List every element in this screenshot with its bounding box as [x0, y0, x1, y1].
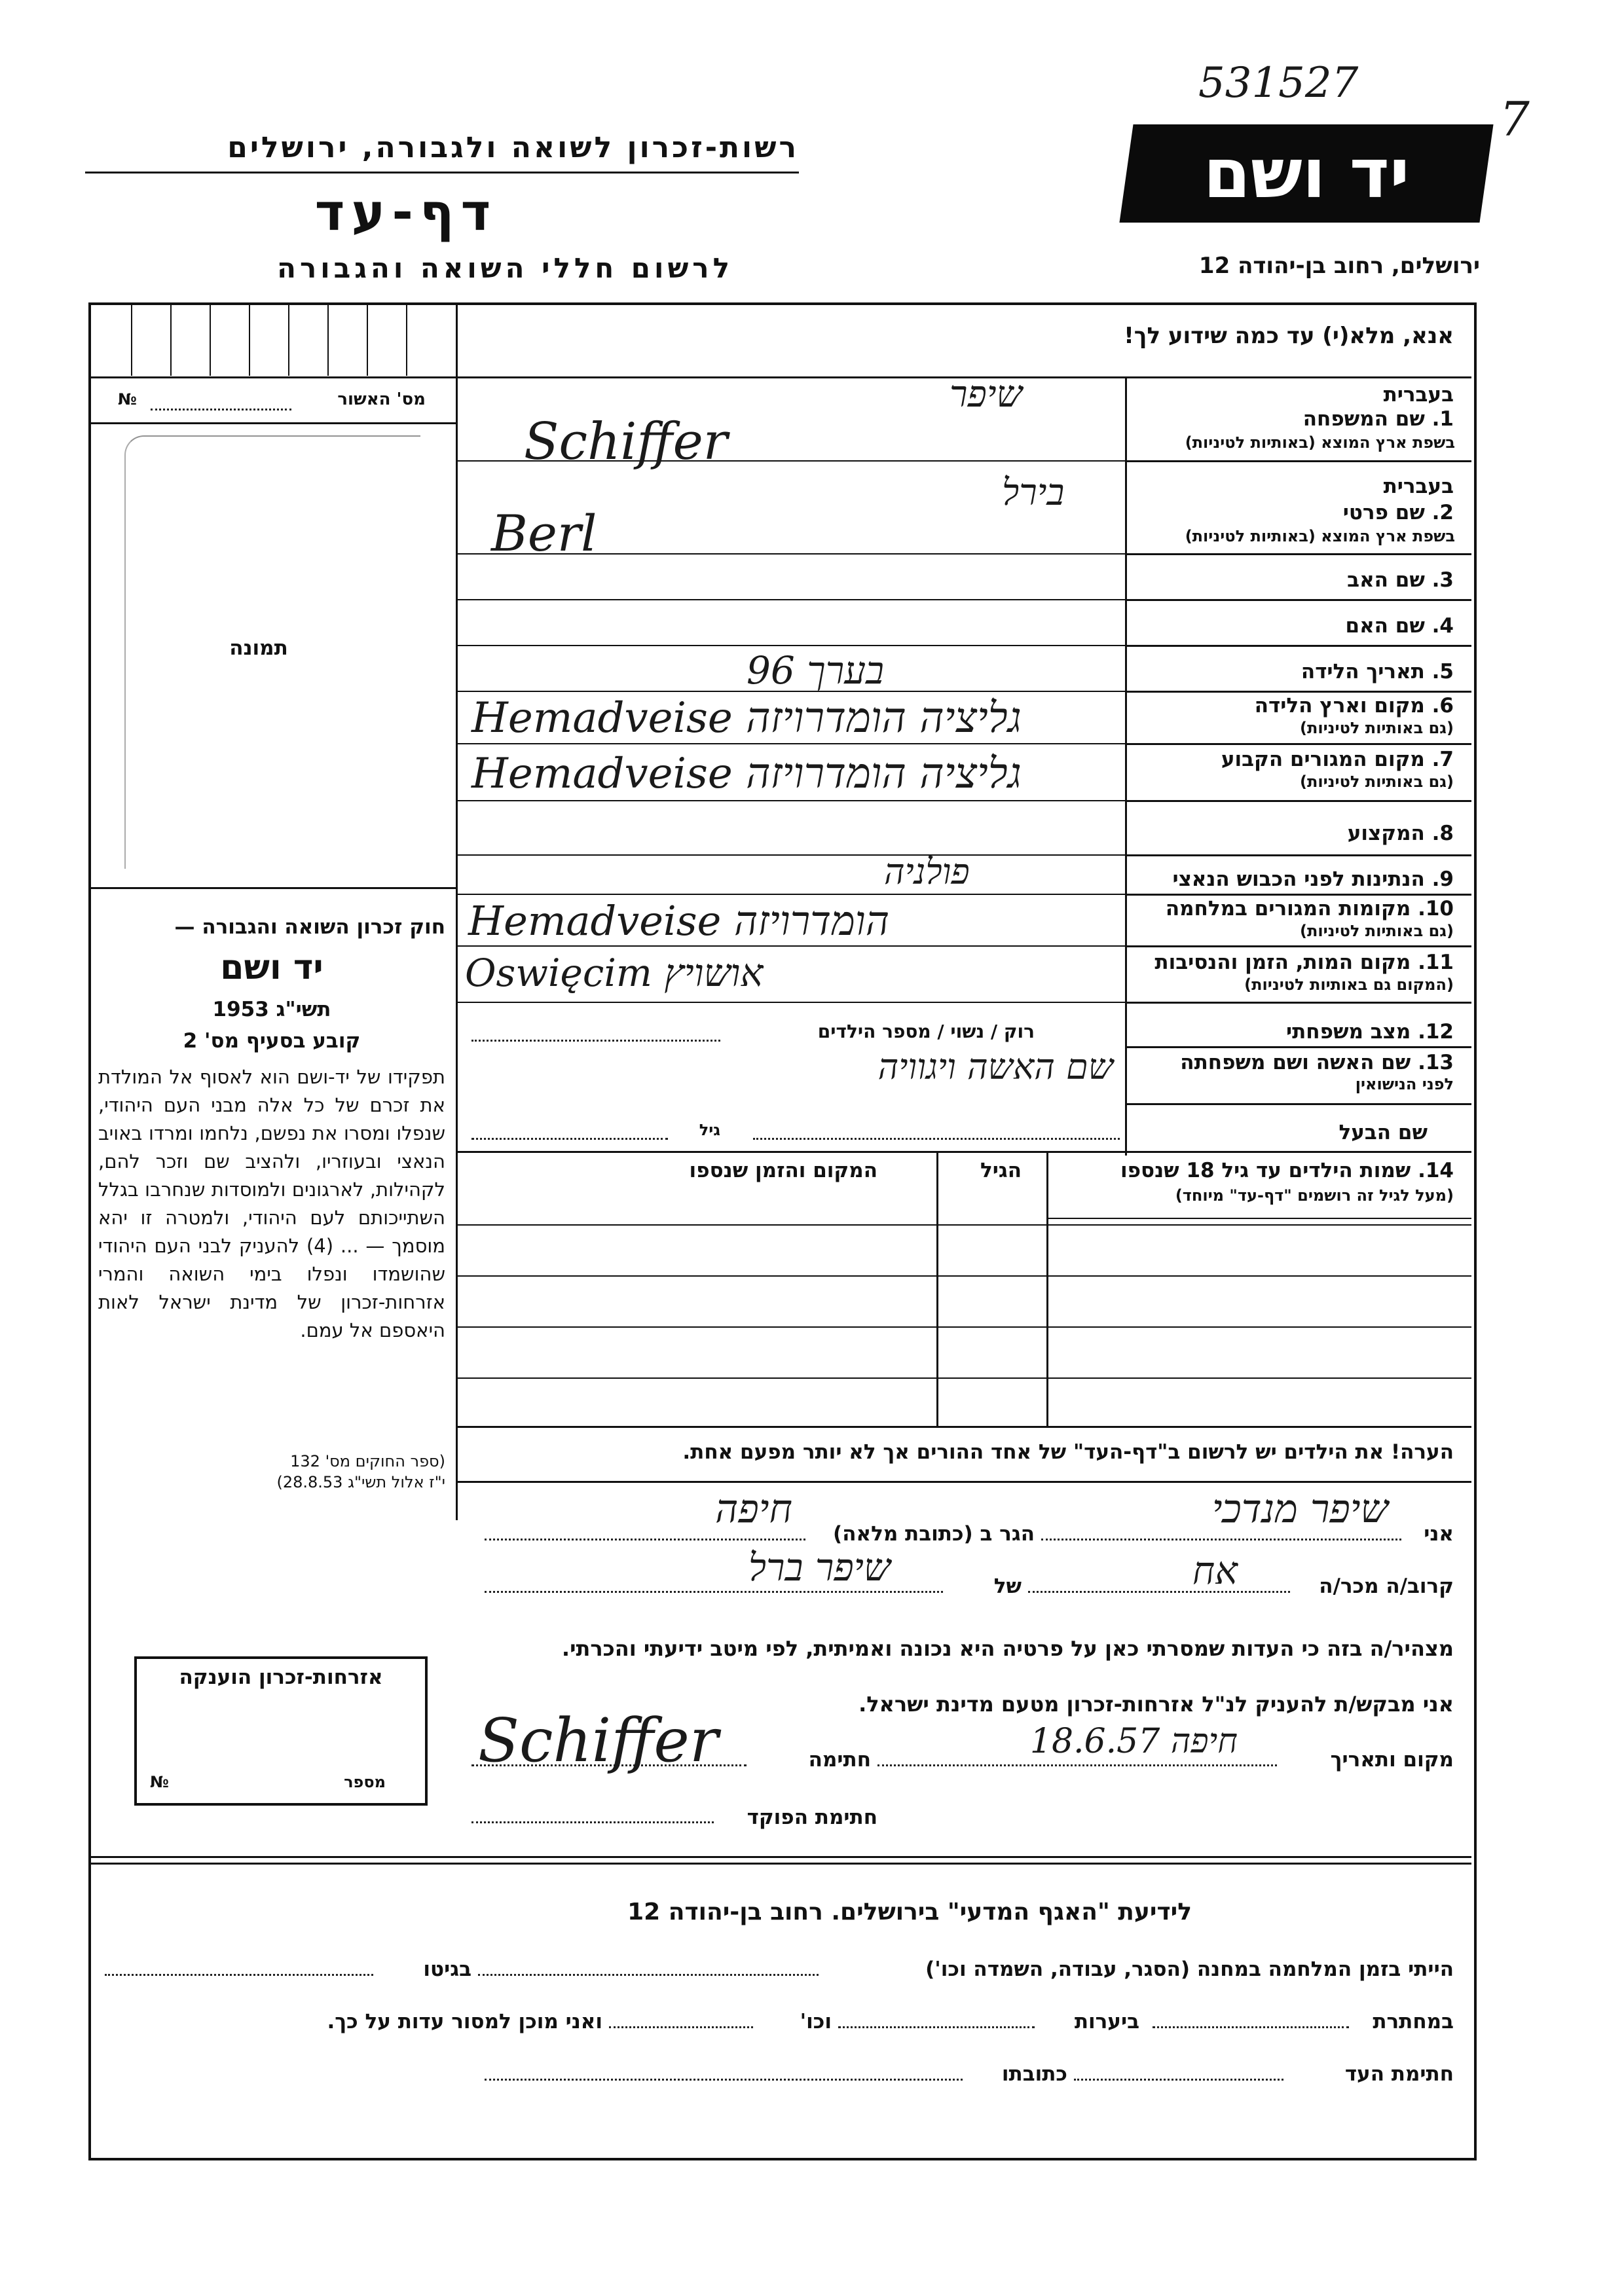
header-address: ירושלים, רחוב בן-יהודה 12: [1198, 253, 1480, 279]
yad-vashem-logo: יד ושם: [1119, 124, 1493, 223]
citizenship-granted-box: [134, 1656, 428, 1806]
family-status-options: רוק / נשוי / מספר הילדים: [817, 1021, 1035, 1042]
archive-number: 531527: [1198, 59, 1359, 107]
field-13-value: שם האשה ויגוויה: [877, 1046, 1113, 1087]
footer-camp-label: הייתי בזמן המלחמה במחנה (הסגר, עבודה, השמדה וכו'): [925, 1958, 1454, 1981]
field-6-note: (גם באותיות לטיניות): [1300, 719, 1454, 737]
field-13-label: 13. שם האשה ושם משפחתה: [1180, 1051, 1454, 1074]
field-7-value: Hemadveise גליציה הומדרויזה: [471, 750, 1022, 798]
field-1-latin-value: Schiffer: [524, 412, 728, 471]
of-label: של: [993, 1575, 1022, 1598]
children-remark: הערה! את הילדים יש לרשום ב"דף-העד" של אחד ההורים אך לא יותר מפעם אחת.: [682, 1440, 1454, 1464]
field-5-value: בערך 96: [747, 648, 885, 693]
field-1-hebrew-value: שיפר: [950, 373, 1023, 416]
footer-ghetto-label: בגיטו: [423, 1958, 471, 1981]
tag-hebrew-2: בעברית: [1383, 475, 1454, 498]
tag-hebrew-1: בעברית: [1383, 383, 1454, 407]
field-4-label: 4. שם האם: [1345, 614, 1454, 638]
law-clause: קובע בסעיף מס' 2: [183, 1029, 361, 1053]
children-title: 14. שמות הילדים עד גיל 18 שנספו: [1120, 1159, 1454, 1182]
field-11-label: 11. מקום המות, הזמן והנסיבות: [1154, 951, 1454, 974]
citizenship-box-title: אזרחות-זכרון הוענקה: [179, 1666, 383, 1689]
field-1-note: בשפת ארץ המוצא (באותיות לטיניות): [1185, 433, 1455, 452]
field-10-label: 10. מקומות המגורים במלחמה: [1165, 897, 1454, 920]
law-title: חוק זכרון השואה והגבורה —: [174, 915, 445, 939]
field-3-label: 3. שם האב: [1347, 568, 1454, 592]
relation-value: אח: [1192, 1548, 1238, 1593]
fill-request: אנא, מלא(י) עד כמה שידוע לך!: [1124, 323, 1454, 349]
declaration-text: מצהיר/ה בזה כי העדות שמסרתי כאן על פרטיה היא נכונה ואמיתית, לפי מיטב ידיעתי והכרתי.: [561, 1636, 1454, 1661]
footer-underground-label: במחתרת: [1373, 2010, 1454, 2033]
footer-witness-signature-label: חתימת העד: [1344, 2062, 1454, 2086]
approval-label: מס' האשור: [337, 390, 426, 409]
law-name: יד ושם: [220, 948, 323, 987]
husband-label: שם הבעל: [1338, 1121, 1428, 1144]
children-note: (מעל לגיל זה רושמים "דף-עד" מיוחד): [1175, 1186, 1454, 1205]
law-year: תשי"ג 1953: [212, 998, 331, 1021]
place-date-label: מקום ותאריך: [1330, 1748, 1454, 1772]
field-13-note: לפני הנישואין: [1355, 1075, 1454, 1093]
form-subtitle: לרשום חללי השואה והגבורה: [277, 252, 733, 284]
form-title: דף-עד: [314, 183, 498, 242]
field-2-latin-value: Berl: [491, 504, 597, 562]
declarant-i-label: אני: [1424, 1522, 1454, 1546]
footer-etc-label: וכו': [800, 2010, 832, 2033]
field-5-label: 5. תאריך הלידה: [1301, 660, 1454, 683]
authority-heading: רשות-זכרון לשואה ולגבורה, ירושלים: [227, 131, 799, 164]
signature-label: חתימה: [808, 1748, 871, 1772]
footer-address-label: כתובתו: [1001, 2062, 1067, 2086]
field-6-label: 6. מקום וארץ הלידה: [1254, 694, 1454, 718]
footer-ready-label: ואני מוכן למסור עדות על כך.: [327, 2010, 602, 2033]
field-7-note: (גם באותיות לטיניות): [1300, 773, 1454, 791]
law-source-2: י"ז אלול תשי"ג 28.8.53): [276, 1473, 445, 1491]
footer-title: לידיעת "האגף המדעי" בירושלים. רחוב בן-יהודה 12: [627, 1899, 1192, 1925]
field-11-note: (המקום גם באותיות לטיניות): [1244, 975, 1454, 994]
place-date-value: חיפה 18.6.57: [1029, 1722, 1238, 1761]
law-source-1: (ספר החוקים מס' 132: [290, 1452, 445, 1470]
photo-label: תמונה: [229, 636, 288, 660]
footer-forests-label: ביערות: [1074, 2010, 1139, 2033]
approval-number-mark: №: [118, 390, 137, 409]
field-10-value: Hemadveise הומדרויזה: [468, 897, 890, 945]
field-9-label: 9. הנתינות לפני הכבוש הנאצי: [1172, 867, 1454, 891]
field-12-label: 12. מצב משפחתי: [1285, 1020, 1454, 1044]
citizenship-request: אני מבקש/ת להעניק לנ"ל אזרחות-זכרון מטעם מדינת ישראל.: [858, 1692, 1454, 1717]
field-1-label: 1. שם המשפחה: [1302, 407, 1454, 431]
citizenship-box-number-label: מספר: [344, 1773, 386, 1791]
field-9-value: פולניה: [884, 851, 970, 892]
children-place-header: המקום והזמן שנספו: [689, 1159, 877, 1182]
field-2-hebrew-value: בירל: [1002, 471, 1065, 514]
children-age-header: הגיל: [980, 1159, 1022, 1182]
declarant-name: שיפר מנדכי: [1211, 1486, 1388, 1532]
page-mark: 7: [1500, 92, 1530, 147]
field-11-value: Oswięcim אושויץ: [465, 951, 764, 995]
clerk-signature-label: חתימת הפוקד: [747, 1806, 877, 1829]
field-8-label: 8. המקצוע: [1347, 822, 1454, 845]
of-value: שיפר ברל: [748, 1545, 891, 1590]
declarant-address: חיפה: [715, 1486, 792, 1532]
husband-age-label: גיל: [699, 1121, 720, 1139]
field-10-note: (גם באותיות לטיניות): [1300, 922, 1454, 940]
law-text: תפקידו של יד-ושם הוא לאסוף אל המולדת את זכרם של כל אלה מבני העם היהודי, שנפלו ומסרו את נפשם, נלחמו ומרדו באויב הנאצי ובעוזריו, ולהציב שם וזכר להם, לקהילות, לארגונים ולמוסדות שנחרבו בגלל השתייכותם לעם היהודי, ולמטרה זו יהא מוסמך — ... (4) להעניק לבני העם היהודי שהושמדו ונפלו בימי השואה והמרי אזרחות-זכרון של מדינת ישראל לאות היאספם אל עמם.: [98, 1066, 445, 1341]
field-6-value: Hemadveise גליציה הומדרויזה: [471, 694, 1022, 742]
field-2-label: 2. שם פרטי: [1342, 501, 1454, 524]
relation-label: קרוב/ה מכר/ה: [1319, 1575, 1454, 1598]
citizenship-box-number-mark: №: [150, 1773, 169, 1791]
declarant-lives-label: הגר ב (כתובת מלאה): [833, 1522, 1035, 1546]
field-7-label: 7. מקום המגורים הקבוע: [1221, 748, 1454, 771]
field-2-note: בשפת ארץ המוצא (באותיות לטיניות): [1185, 527, 1455, 545]
signature: Schiffer: [478, 1705, 718, 1776]
